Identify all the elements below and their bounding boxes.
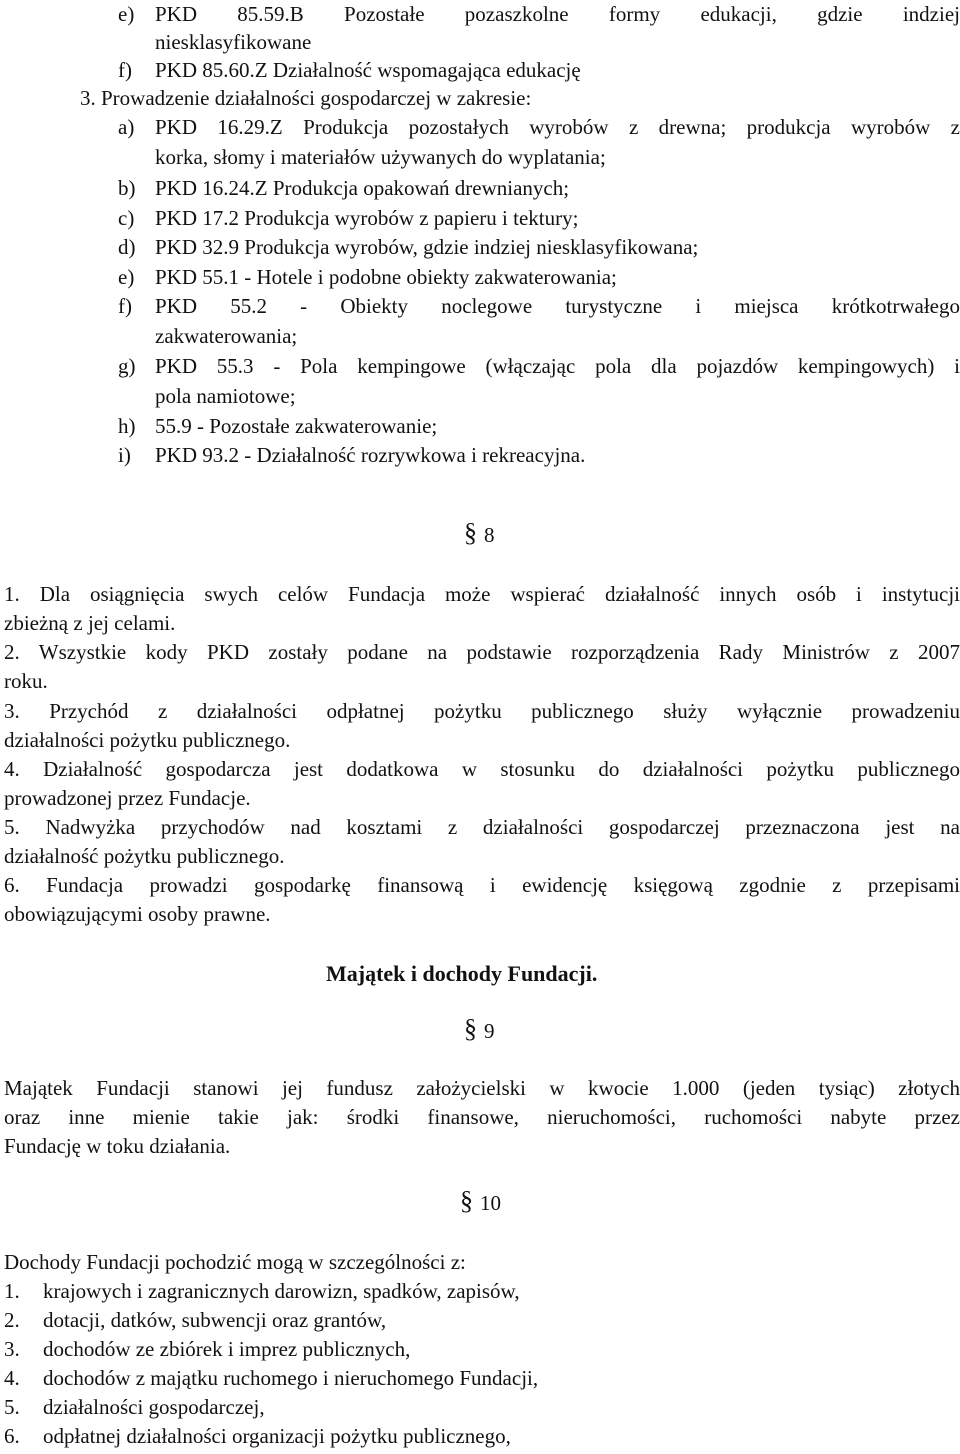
list-item-text: PKD 85.59.B Pozostałe pozaszkolne formy edukacji, gdzie indziej xyxy=(155,2,960,26)
paragraph-line: roku. xyxy=(4,669,48,693)
paragraph-line: Majątek Fundacji stanowi jej fundusz założycielski w kwocie 1.000 (jeden tysiąc) złotych xyxy=(4,1076,960,1100)
list-item-text: PKD 55.3 - Pola kempingowe (włączając pola dla pojazdów kempingowych) i xyxy=(155,354,960,378)
list-item-text: krajowych i zagranicznych darowizn, spadków, zapisów, xyxy=(43,1279,520,1303)
list-marker: i) xyxy=(118,443,131,467)
list-item-text: pola namiotowe; xyxy=(155,384,296,408)
list-item-text: niesklasyfikowane xyxy=(155,30,312,54)
list-marker: 3. xyxy=(4,1337,20,1361)
list-item-text: PKD 16.29.Z Produkcja pozostałych wyrobów z drewna; produkcja wyrobów z xyxy=(155,115,960,139)
section-number: 10 xyxy=(480,1191,501,1215)
section-number: 8 xyxy=(484,523,495,547)
list-item-text: korka, słomy i materiałów używanych do wyplatania; xyxy=(155,145,606,169)
list-marker: 2. xyxy=(4,1308,20,1332)
list-marker: a) xyxy=(118,115,135,139)
list-item-text: PKD 55.1 - Hotele i podobne obiekty zakwaterowania; xyxy=(155,265,617,289)
list-item-text: PKD 17.2 Produkcja wyrobów z papieru i tektury; xyxy=(155,206,579,230)
list-marker: g) xyxy=(118,354,136,378)
list-marker: c) xyxy=(118,206,135,230)
list-item-text: PKD 16.24.Z Produkcja opakowań drewnianych; xyxy=(155,176,570,200)
list-item-text: dotacji, datków, subwencji oraz grantów, xyxy=(43,1308,387,1332)
list-marker: f) xyxy=(118,294,132,318)
list-item-text: zakwaterowania; xyxy=(155,324,298,348)
list-marker: d) xyxy=(118,235,136,259)
list-item-text: PKD 32.9 Produkcja wyrobów, gdzie indziej niesklasyfikowana; xyxy=(155,235,699,259)
list-marker: e) xyxy=(118,2,135,26)
list-marker: 5. xyxy=(4,1395,20,1419)
paragraph-line: działalność pożytku publicznego. xyxy=(4,844,285,868)
section-item-heading: 3. Prowadzenie działalności gospodarczej w zakresie: xyxy=(80,86,532,110)
paragraph-line: Dochody Fundacji pochodzić mogą w szczególności z: xyxy=(4,1250,466,1274)
list-item-text: dochodów ze zbiórek i imprez publicznych, xyxy=(43,1337,411,1361)
list-item-text: 55.9 - Pozostałe zakwaterowanie; xyxy=(155,414,438,438)
paragraph-line: działalności pożytku publicznego. xyxy=(4,728,291,752)
paragraph-line: oraz inne mienie takie jak: środki finansowe, nieruchomości, ruchomości nabyte przez xyxy=(4,1105,960,1129)
paragraph-sign: § xyxy=(464,1014,477,1043)
paragraph-line: prowadzonej przez Fundacje. xyxy=(4,786,251,810)
list-marker: f) xyxy=(118,58,132,82)
paragraph-line: 4. Działalność gospodarcza jest dodatkowa w stosunku do działalności pożytku publicznego xyxy=(4,757,960,781)
list-marker: 6. xyxy=(4,1424,20,1448)
section-title: Majątek i dochody Fundacji. xyxy=(326,961,598,986)
paragraph-sign: § xyxy=(460,1186,473,1215)
paragraph-line: 2. Wszystkie kody PKD zostały podane na podstawie rozporządzenia Rady Ministrów z 2007 xyxy=(4,640,960,664)
list-item-text: dochodów z majątku ruchomego i nieruchomego Fundacji, xyxy=(43,1366,539,1390)
paragraph-line: 3. Przychód z działalności odpłatnej pożytku publicznego służy wyłącznie prowadzeniu xyxy=(4,699,960,723)
list-item-text: PKD 85.60.Z Działalność wspomagająca edukację xyxy=(155,58,581,82)
list-marker: e) xyxy=(118,265,135,289)
list-marker: b) xyxy=(118,176,136,200)
section-number: 9 xyxy=(484,1019,495,1043)
paragraph-line: 6. Fundacja prowadzi gospodarkę finansową i ewidencję księgową zgodnie z przepisami xyxy=(4,873,960,897)
list-marker: 4. xyxy=(4,1366,20,1390)
paragraph-line: zbieżną z jej celami. xyxy=(4,611,176,635)
list-marker: 1. xyxy=(4,1279,20,1303)
paragraph-sign: § xyxy=(464,518,477,547)
paragraph-line: 1. Dla osiągnięcia swych celów Fundacja może wspierać działalność innych osób i instytucji xyxy=(4,582,960,606)
list-item-text: odpłatnej działalności organizacji pożytku publicznego, xyxy=(43,1424,511,1448)
paragraph-line: 5. Nadwyżka przychodów nad kosztami z działalności gospodarczej przeznaczona jest na xyxy=(4,815,960,839)
paragraph-line: Fundację w toku działania. xyxy=(4,1134,231,1158)
list-item-text: PKD 93.2 - Działalność rozrywkowa i rekreacyjna. xyxy=(155,443,586,467)
list-marker: h) xyxy=(118,414,136,438)
list-item-text: PKD 55.2 - Obiekty noclegowe turystyczne i miejsca krótkotrwałego xyxy=(155,294,960,318)
list-item-text: działalności gospodarczej, xyxy=(43,1395,265,1419)
paragraph-line: obowiązującymi osoby prawne. xyxy=(4,902,271,926)
